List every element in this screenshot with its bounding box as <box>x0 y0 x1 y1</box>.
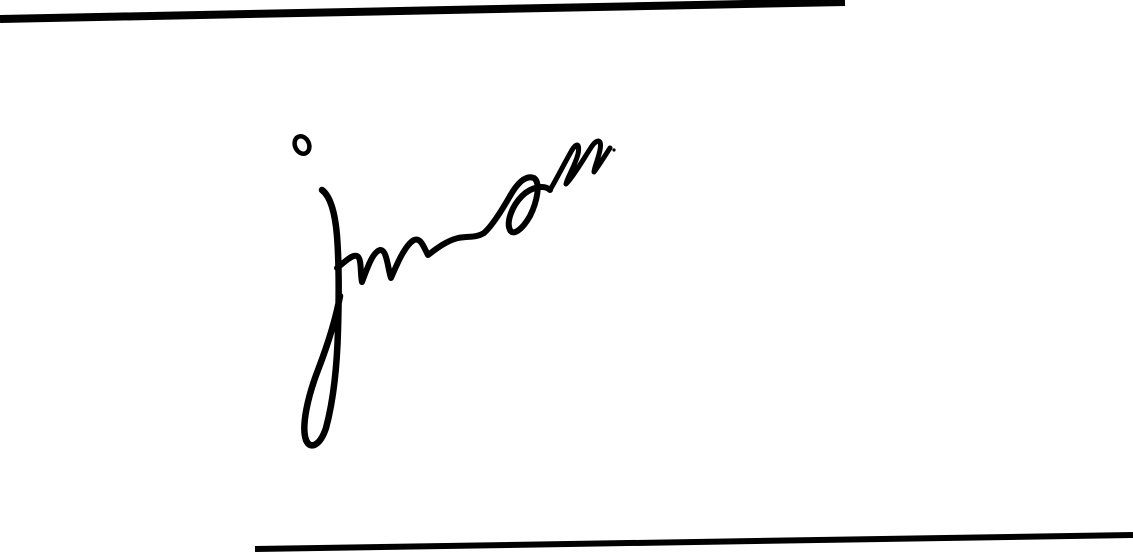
handwritten-signature <box>292 134 616 445</box>
signature-stroke-j <box>304 190 340 445</box>
top-rule-line <box>0 2 845 19</box>
signature-end-dot <box>612 148 615 151</box>
signature-stroke-humps <box>337 233 484 282</box>
signature-stroke-loop <box>484 177 550 233</box>
bottom-rule-line <box>255 535 1133 549</box>
signature-dot <box>292 134 312 156</box>
signature-stroke-tail <box>550 141 610 190</box>
